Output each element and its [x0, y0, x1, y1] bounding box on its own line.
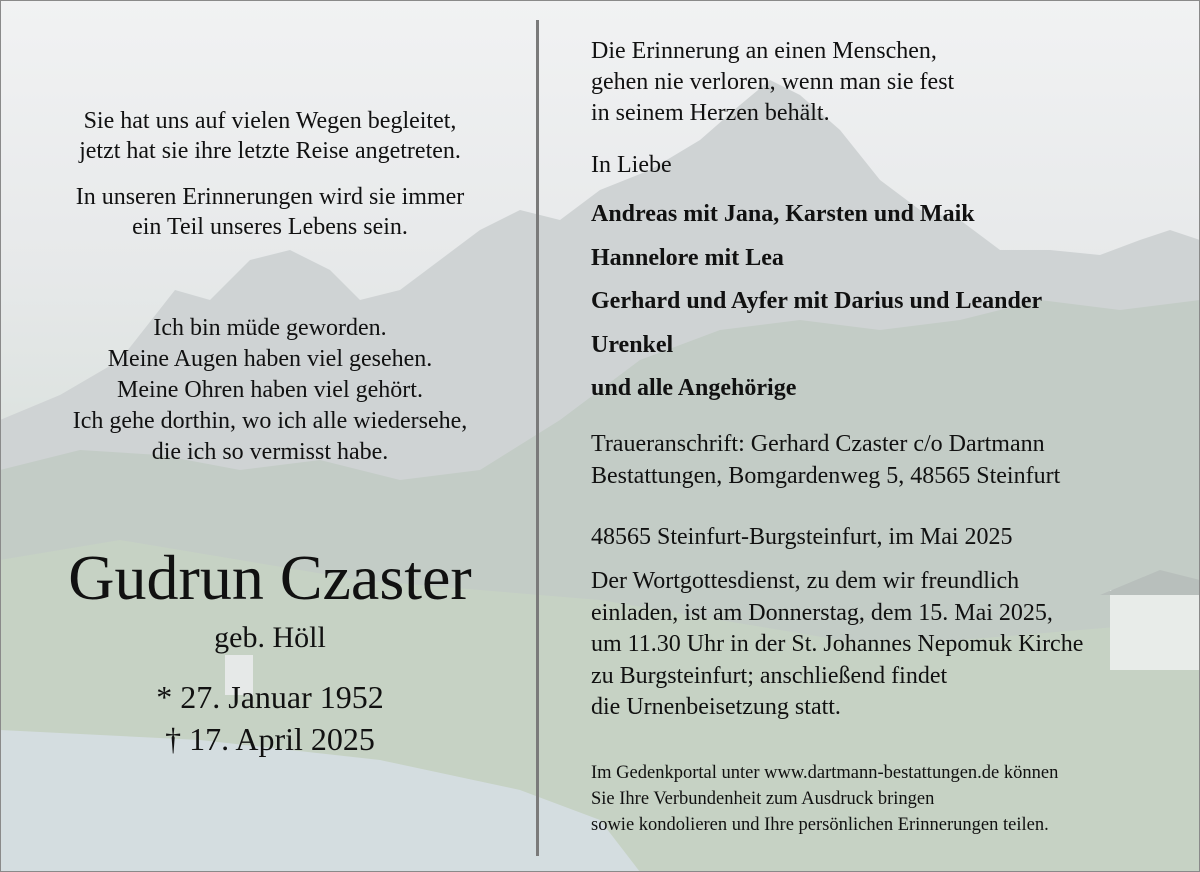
deceased-name: Gudrun Czaster — [68, 542, 472, 613]
left-quote-2 — [20, 182, 520, 242]
right-quote-line-2: gehen nie verloren, wenn man sie fest — [591, 69, 955, 95]
mourning-address — [591, 428, 1191, 492]
poem — [20, 313, 520, 468]
family-list — [591, 193, 1191, 411]
service-line-5: die Urnenbeisetzung statt. — [591, 694, 841, 720]
right-quote — [591, 36, 1191, 129]
place-date: 48565 Steinfurt-Burgsteinfurt, im Mai 2025 — [591, 524, 1013, 550]
family-line-2: Hannelore mit Lea — [591, 244, 784, 271]
in-love-label: In Liebe — [591, 152, 672, 178]
service-line-2: einladen, ist am Donnerstag, dem 15. Mai 2025, — [591, 599, 1053, 626]
left-quote-2-line-2: ein Teil unseres Lebens sein. — [132, 214, 408, 240]
address-line-1: Traueranschrift: Gerhard Czaster c/o Dartmann — [591, 431, 1045, 457]
left-quote-2-line-1: In unseren Erinnerungen wird sie immer — [75, 184, 465, 210]
poem-line-4: Ich gehe dorthin, wo ich alle wiedersehe, — [72, 408, 468, 434]
left-quote-1-line-2: jetzt hat sie ihre letzte Reise angetreten. — [79, 138, 461, 164]
poem-line-5: die ich so vermisst habe. — [151, 439, 389, 465]
left-quote-1 — [20, 106, 520, 166]
death-date: † 17. April 2025 — [165, 721, 375, 757]
right-quote-line-1: Die Erinnerung an einen Menschen, — [591, 38, 937, 64]
poem-line-1: Ich bin müde geworden. — [153, 315, 387, 341]
portal-line-1: Im Gedenkportal unter www.dartmann-bestattungen.de können — [591, 763, 1059, 783]
portal-line-2: Sie Ihre Verbundenheit zum Ausdruck bringen — [591, 789, 935, 809]
address-line-2: Bestattungen, Bomgardenweg 5, 48565 Steinfurt — [591, 463, 1061, 489]
column-divider — [536, 20, 539, 856]
left-quote-1-line-1: Sie hat uns auf vielen Wegen begleitet, — [83, 108, 457, 134]
family-line-5: und alle Angehörige — [591, 375, 797, 401]
service-line-1: Der Wortgottesdienst, zu dem wir freundlich — [591, 568, 1020, 594]
memorial-portal-note — [591, 760, 1191, 838]
poem-line-3: Meine Ohren haben viel gehört. — [117, 377, 423, 403]
family-line-1: Andreas mit Jana, Karsten und Maik — [591, 201, 975, 227]
service-line-4: zu Burgsteinfurt; anschließend findet — [591, 662, 948, 689]
maiden-name: geb. Höll — [214, 621, 326, 654]
poem-line-2: Meine Augen haben viel gesehen. — [107, 346, 433, 372]
birth-date: * 27. Januar 1952 — [156, 679, 384, 715]
service-line-3: um 11.30 Uhr in der St. Johannes Nepomuk Kirche — [591, 631, 1084, 657]
portal-line-3: sowie kondolieren und Ihre persönlichen Erinnerungen teilen. — [591, 815, 1049, 835]
right-quote-line-3: in seinem Herzen behält. — [591, 100, 830, 126]
family-line-4: Urenkel — [591, 331, 674, 358]
service-info — [591, 566, 1191, 724]
family-line-3: Gerhard und Ayfer mit Darius und Leander — [591, 288, 1043, 314]
